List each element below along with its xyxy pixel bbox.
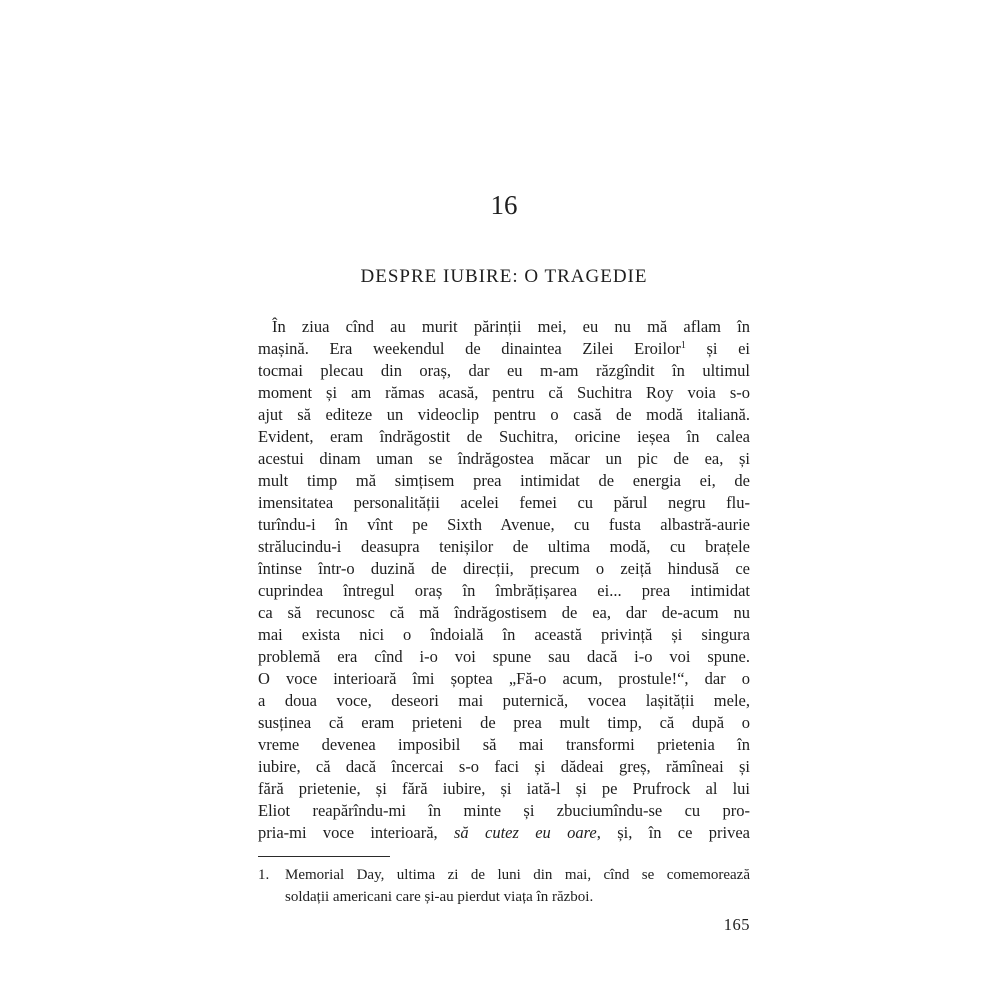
body-line: strălucindu-i deasupra tenișilor de ultima modă, cu brațele — [258, 537, 750, 556]
body-line: a doua voce, deseori mai puternică, vocea lașității mele, — [258, 691, 750, 710]
body-line: mașină. Era weekendul de dinaintea Zilei Eroilor$^1$ și ei — [258, 339, 750, 358]
chapter-title: DESPRE IUBIRE: O TRAGEDIE — [360, 266, 648, 287]
body-line: moment și am rămas acasă, pentru că Suchitra Roy voia s-o — [258, 383, 750, 402]
footnote-reference: 1 — [680, 340, 686, 351]
footnote-marker: 1. — [258, 867, 270, 883]
footnote-divider — [258, 856, 390, 857]
body-line: turîndu-i în vînt pe Sixth Avenue, cu fusta albastră-aurie — [258, 515, 750, 534]
body-line: cuprindea întregul oraș în îmbrățișarea ei... prea intimidat — [258, 581, 750, 600]
body-line: Evident, eram îndrăgostit de Suchitra, oricine ieșea în calea — [258, 427, 750, 446]
body-line: mai exista nici o îndoială în această privință și singura — [258, 625, 750, 644]
body-line: imensitatea personalității acelei femei cu părul negru flu- — [258, 493, 750, 512]
body-line: acestui dinam uman se îndrăgostea măcar un pic de ea, și — [258, 449, 750, 468]
body-line: În ziua cînd au murit părinții mei, eu nu mă aflam în — [272, 317, 750, 336]
body-line: susținea că eram prieteni de prea mult timp, că după o — [258, 713, 750, 732]
body-line: întinse într-o duzină de direcții, precum o zeiță hindusă ce — [258, 559, 750, 578]
body-line: problemă era cînd i-o voi spune sau dacă i-o voi spune. — [258, 647, 750, 666]
body-line: ajut să editeze un videoclip pentru o casă de modă italiană. — [258, 405, 750, 424]
body-line: ca să recunosc că mă îndrăgostisem de ea, dar de-acum nu — [258, 603, 750, 622]
body-line: Eliot reapărîndu-mi în minte și zbuciumîndu-se cu pro- — [258, 801, 750, 820]
body-text — [258, 316, 750, 844]
footnote-line: Memorial Day, ultima zi de luni din mai, cînd se comemorează — [285, 867, 750, 883]
body-line: O voce interioară îmi șoptea „Fă-o acum, prostule!“, dar o — [258, 669, 750, 688]
body-line: tocmai plecau din oraș, dar eu m-am răzgîndit în ultimul — [258, 361, 750, 380]
footnote — [258, 864, 750, 908]
body-line: mult timp mă simțisem prea intimidat de energia ei, de — [258, 471, 750, 490]
footnote-lines — [285, 864, 750, 908]
footnote-line: soldații americani care și-au pierdut viața în război. — [285, 889, 594, 905]
body-line: fără prietenie, și fără iubire, și iată-l și pe Prufrock al lui — [258, 779, 750, 798]
body-line: vreme devenea imposibil să mai transformi prietenia în — [258, 735, 750, 754]
chapter-number: 16 — [490, 190, 518, 220]
footnote-body — [258, 864, 750, 908]
body-line: iubire, că dacă încercai s-o faci și dădeai greș, rămîneai și — [258, 757, 750, 776]
body-line: pria-mi voce interioară, să cutez eu oare, și, în ce privea — [258, 823, 750, 842]
page-number: 165 — [723, 915, 750, 934]
